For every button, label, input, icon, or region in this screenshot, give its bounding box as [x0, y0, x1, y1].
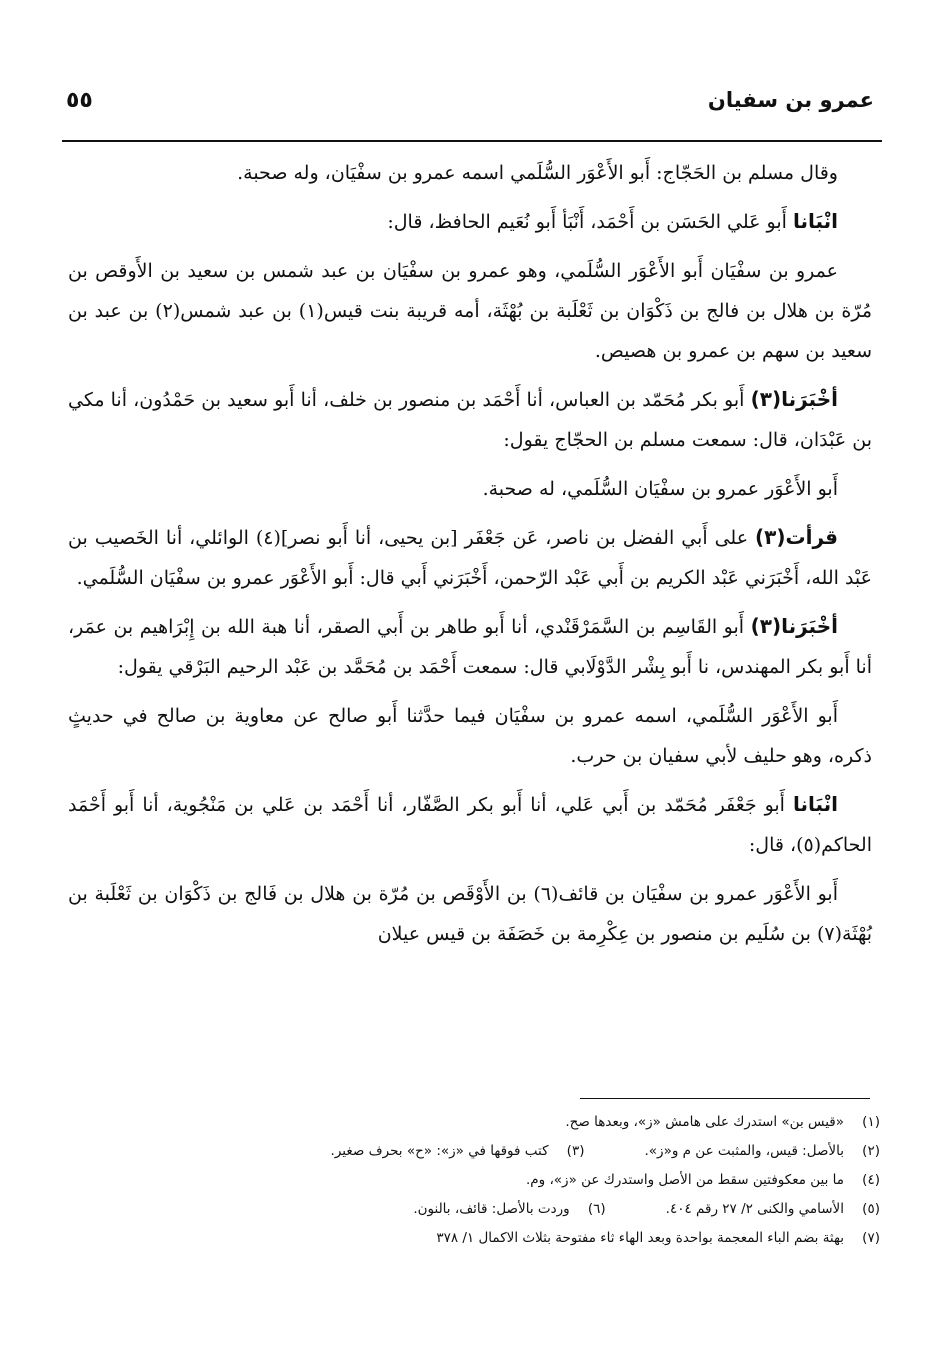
paragraph-text: على أَبي الفضل بن ناصر، عَن جَعْفَر [بن يحيى، أنا أَبو نصر](٤) الوائلي، أنا الخَصيب بن عَبْد الله، أَخْبَرَني عَبْد الكريم بن أَبي عَبْد الرّحمن، أَخْبَرَني أَبي قال: أَبو الأَعْوَر عمرو بن سفْيَان السُّلَمي. — [68, 527, 872, 589]
paragraph-text: وقال مسلم بن الحَجّاج: أَبو الأَعْوَر السُّلَمي اسمه عمرو بن سفْيَان، وله صحبة. — [237, 162, 838, 184]
paragraph-text: أَبو الأَعْوَر السُّلَمي، اسمه عمرو بن سفْيَان فيما حدَّثنا أَبو صالح عن معاوية بن صالح في حديثٍ ذكره، وهو حليف لأبي سفيان بن حرب. — [68, 705, 872, 767]
paragraph-text: أَبو الأَعْوَر عمرو بن سفْيَان السُّلَمي، له صحبة. — [482, 478, 838, 500]
footnote-text: الأسامي والكنى ٢/ ٢٧ رقم ٤٠٤. — [665, 1201, 844, 1217]
footnote-line — [70, 1166, 880, 1195]
footnote-number: (٣) — [566, 1143, 585, 1159]
paragraph-text: أَبو الأَعْوَر عمرو بن سفْيَان بن قائف(٦) بن الأَوْقَص بن مُرّة بن هلال بن فَالج بن ذَكْوَان بن ثَعْلَبة بن بُهْثَة(٧) بن سُلَيم بن منصور بن عِكْرِمة بن خَصَفَة بن قيس عيلان — [68, 883, 872, 945]
footnote-line — [70, 1137, 880, 1166]
main-text — [68, 152, 872, 962]
paragraph-text: أَبو عَلي الحَسَن بن أَحْمَد، أَنْبَأ أَبو نُعَيم الحافظ، قال: — [387, 211, 793, 233]
paragraph — [68, 250, 872, 371]
paragraph — [68, 873, 872, 954]
footnote-number: (٧) — [862, 1230, 880, 1246]
footnote-line — [70, 1195, 880, 1224]
paragraph-text: أَبو بكر مُحَمّد بن العباس، أنا أَحْمَد بن منصور بن خلف، أنا أَبو سعيد بن حَمْدُون، أنا مكي بن عَبْدَان، قال: سمعت مسلم بن الحجّاج يقول: — [68, 389, 872, 451]
footnote-line — [70, 1108, 880, 1137]
running-header — [60, 82, 880, 128]
page-number: ٥٥ — [66, 88, 93, 113]
footnote-number: (٥) — [862, 1201, 880, 1217]
paragraph — [68, 784, 872, 865]
footnote-number: (٦) — [587, 1201, 606, 1217]
footnotes — [70, 1108, 880, 1253]
footnote-number: (٢) — [862, 1143, 880, 1159]
footnote-text: ما بين معكوفتين سقط من الأصل واستدرك عن «ز»، وم. — [525, 1172, 844, 1188]
chain-lead-word: انْبَانا — [792, 209, 838, 233]
paragraph-text: أَبو القَاسِم بن السَّمَرْقَنْدي، أنا أَبو طاهر بن أَبي الصقر، أنا هبة الله بن إِبْرَاهيم بن عمَر، أنا أَبو بكر المهندس، نا أَبو بِشْر الدَّوْلَابي قال: سمعت أَحْمَد بن مُحَمَّد بن عَبْد الرحيم البَرْقي يقول: — [68, 616, 872, 678]
footnote-text: وردت بالأصل: قائف، بالنون. — [413, 1201, 570, 1217]
chain-lead-word: انْبَانا — [792, 792, 838, 816]
footnote-text: بالأصل: قيس، والمثبت عن م و«ز». — [644, 1143, 844, 1159]
paragraph — [68, 468, 872, 509]
footnote-number: (١) — [862, 1114, 880, 1130]
paragraph — [68, 606, 872, 687]
paragraph-text: أَبو جَعْفَر مُحَمّد بن أَبي عَلي، أنا أَبو بكر الصَّفّار، أنا أَحْمَد بن عَلي بن مَنْجُوية، أنا أَبو أَحْمَد الحاكم(٥)، قال: — [68, 794, 872, 856]
paragraph — [68, 379, 872, 460]
footnote-text: بهثة بضم الباء المعجمة بواحدة وبعد الهاء ثاء مفتوحة بثلاث الاكمال ١/ ٣٧٨ — [436, 1230, 844, 1246]
paragraph — [68, 201, 872, 242]
chain-lead-word: أخْبَرَنا(٣) — [750, 387, 838, 411]
paragraph — [68, 152, 872, 193]
footnote-line — [70, 1224, 880, 1253]
page-title: عمرو بن سفيان — [707, 88, 874, 112]
paragraph — [68, 695, 872, 776]
paragraph — [68, 517, 872, 598]
header-rule — [62, 140, 882, 142]
footnote-text: «قيس بن» استدرك على هامش «ز»، وبعدها صح. — [565, 1114, 844, 1130]
footnote-number: (٤) — [862, 1172, 880, 1188]
footnote-rule — [580, 1098, 870, 1099]
footnote-text: كتب فوقها في «ز»: «ح» بحرف صغير. — [330, 1143, 549, 1159]
chain-lead-word: قرأت(٣) — [755, 525, 838, 549]
chain-lead-word: أخْبَرَنا(٣) — [750, 614, 838, 638]
paragraph-text: عمرو بن سفْيَان أَبو الأَعْوَر السُّلَمي، وهو عمرو بن سفْيَان بن عبد شمس بن سعيد بن الأَوقص بن مُرّة بن هلال بن فالج بن ذَكْوَان بن ثَعْلَبة بن بُهْثَة، أمه قريبة بنت قيس(١) بن عبد شمس(٢) بن عبد بن سعيد بن سهم بن عمرو بن هصيص. — [68, 260, 873, 362]
